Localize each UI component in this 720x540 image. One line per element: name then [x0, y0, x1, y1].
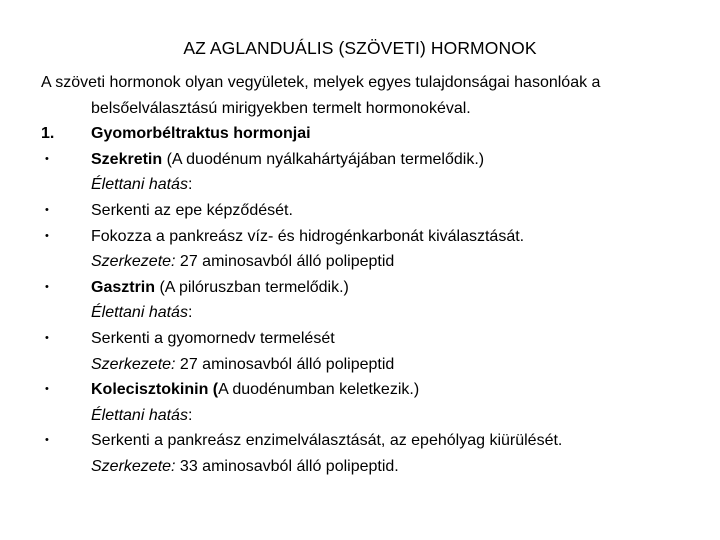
cholecystokinin-structure-label: Szerkezete: — [91, 457, 176, 475]
secretin-effect-label-line — [91, 172, 192, 198]
cholecystokinin-structure-line — [91, 454, 399, 480]
cholecystokinin-structure-row — [41, 454, 711, 480]
bullet-icon: • — [45, 229, 49, 242]
cholecystokinin-origin: A duodénumban keletkezik.) — [218, 381, 420, 399]
secretin-structure-line — [91, 249, 394, 275]
secretin-origin: (A duodénum nyálkahártyájában termelődik.) — [162, 150, 485, 168]
list-item-secretin-effect-1 — [41, 198, 711, 224]
slide-title: AZ AGLANDUÁLIS (SZÖVETI) HORMONOK — [183, 38, 537, 58]
list-item-gastrin-effect-1 — [41, 326, 711, 352]
intro-line-2: belsőelválasztású mirigyekben termelt hormonokéval. — [91, 99, 471, 117]
cholecystokinin-effect-label-row — [41, 403, 711, 429]
bullet-icon: • — [45, 434, 49, 447]
gastrin-effect-label: Élettani hatás — [91, 304, 188, 322]
gastrin-line — [91, 275, 349, 301]
bullet-icon: • — [45, 331, 49, 344]
gastrin-structure-row — [41, 352, 711, 378]
secretin-line — [91, 147, 484, 173]
gastrin-structure-value: 27 aminosavból álló polipeptid — [175, 355, 395, 373]
section-heading: Gyomorbéltraktus hormonjai — [91, 125, 311, 143]
cholecystokinin-line — [91, 377, 419, 403]
secretin-effect-label-row — [41, 172, 711, 198]
bullet-icon: • — [45, 280, 49, 293]
cholecystokinin-effect-label-line — [91, 403, 192, 429]
gastrin-effect-1: Serkenti a gyomornedv termelését — [91, 329, 335, 347]
secretin-structure-label: Szerkezete: — [91, 253, 176, 271]
gastrin-effect-label-line — [91, 300, 192, 326]
bullet-icon: • — [45, 203, 49, 216]
list-item-cholecystokinin — [41, 377, 711, 403]
secretin-effect-1: Serkenti az epe képződését. — [91, 201, 293, 219]
gastrin-effect-label-row — [41, 300, 711, 326]
slide-content — [41, 70, 711, 480]
secretin-effect-label: Élettani hatás — [91, 176, 188, 194]
gastrin-effect-colon: : — [187, 304, 193, 322]
gastrin-structure-line — [91, 352, 394, 378]
bullet-icon: • — [45, 152, 49, 165]
bullet-icon: • — [45, 383, 49, 396]
secretin-effect-colon: : — [187, 176, 193, 194]
gastrin-name: Gasztrin — [91, 278, 156, 296]
list-item-cholecystokinin-effect-1 — [41, 428, 711, 454]
section-heading-row — [41, 121, 711, 147]
section-number: 1. — [41, 125, 55, 143]
list-item-gastrin — [41, 275, 711, 301]
cholecystokinin-structure-value: 33 aminosavból álló polipeptid. — [175, 457, 399, 475]
cholecystokinin-name: Kolecisztokinin ( — [91, 381, 219, 399]
list-item-secretin-effect-2 — [41, 224, 711, 250]
intro-line-1: A szöveti hormonok olyan vegyületek, melyek egyes tulajdonságai hasonlóak a — [41, 74, 601, 91]
cholecystokinin-effect-colon: : — [187, 406, 193, 424]
gastrin-origin: (A pilóruszban termelődik.) — [155, 278, 349, 296]
cholecystokinin-effect-1: Serkenti a pankreász enzimelválasztását, az epehólyag kiürülését. — [91, 432, 563, 450]
secretin-structure-row — [41, 249, 711, 275]
gastrin-structure-label: Szerkezete: — [91, 355, 176, 373]
cholecystokinin-effect-label: Élettani hatás — [91, 406, 188, 424]
secretin-structure-value: 27 aminosavból álló polipeptid — [175, 253, 395, 271]
secretin-name: Szekretin — [91, 150, 163, 168]
secretin-effect-2: Fokozza a pankreász víz- és hidrogénkarbonát kiválasztását. — [91, 227, 525, 245]
list-item-secretin — [41, 147, 711, 173]
